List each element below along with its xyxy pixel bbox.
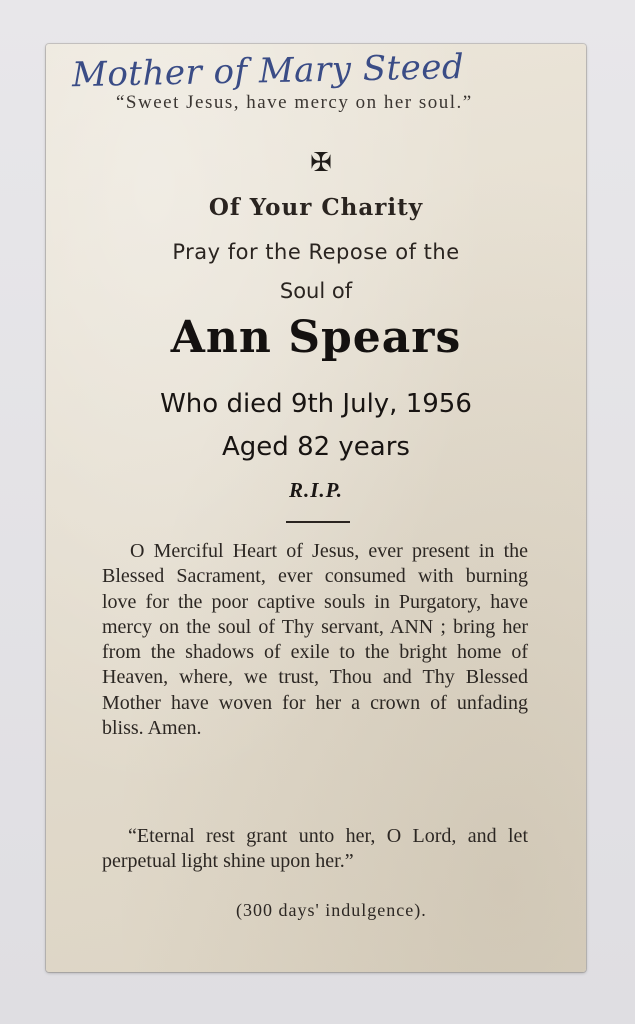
deceased-name: Ann Spears <box>170 312 462 363</box>
age-line: Aged 82 years <box>222 432 410 462</box>
top-quote: “Sweet Jesus, have mercy on her soul.” <box>116 92 473 113</box>
handwritten-note: Mother of Mary Steed <box>71 47 465 96</box>
cross-icon: ✠ <box>310 148 332 178</box>
prayer-text: O Merciful Heart of Jesus, ever present in the Blessed Sacrament, ever consumed with burning love for the poor captive souls in Purgatory, have mercy on the soul of Thy servant, ANN ; bring her from the shadows of exile to the bright home of Heaven, where, we trust, Thou and Thy Blessed Mother have woven for her a crown of unfading bliss. Amen. <box>102 540 528 740</box>
divider-rule <box>286 521 350 523</box>
death-date: Who died 9th July, 1956 <box>160 389 472 419</box>
rip-label: R.I.P. <box>288 478 344 502</box>
indulgence-note: (300 days' indulgence). <box>236 900 427 920</box>
soul-line: Soul of <box>279 279 353 303</box>
pray-line: Pray for the Repose of the <box>172 240 460 264</box>
charity-heading: Of Your Charity <box>208 194 424 221</box>
memorial-card <box>46 44 586 972</box>
eternal-rest-prayer: “Eternal rest grant unto her, O Lord, and let perpetual light shine upon her.” <box>102 825 528 872</box>
